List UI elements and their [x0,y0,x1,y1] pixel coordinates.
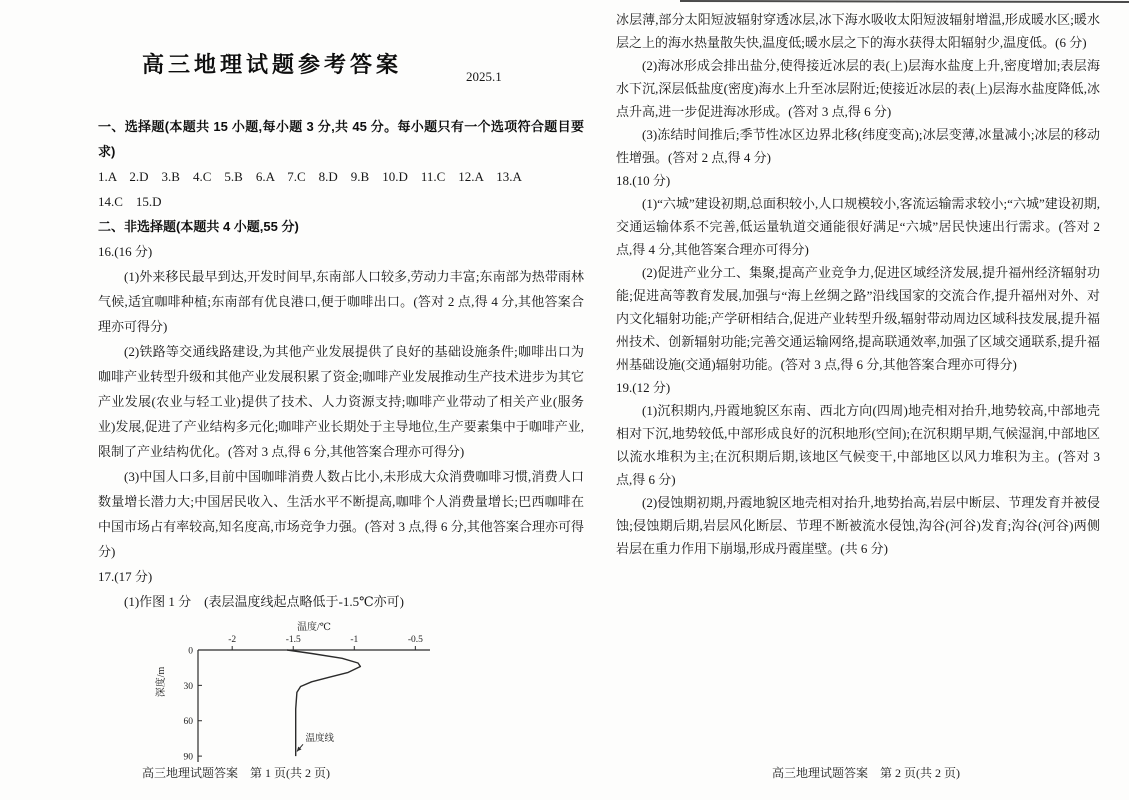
answer-17-continuation: 冰层薄,部分太阳短波辐射穿透冰层,冰下海水吸收太阳短波辐射增温,形成暖水区;暖水层之上的海水热量散失快,温度低;暖水层之下的海水获得太阳辐射少,温度低。(6 分) [616,12,1100,50]
answer-19-1: (1)沉积期内,丹霞地貌区东南、西北方向(四周)地壳相对抬升,地势较高,中部地壳相对下沉,地势较低,中部形成良好的沉积地形(空间);在沉积期早期,气候湿润,中部地区以流水堆积为主;在沉积期后期,该地区气候变干,中部地区以风力堆积为主。(答对 3 点,得 6 分) [616,403,1100,487]
svg-text:0: 0 [188,646,193,657]
depth-temperature-chart [150,620,442,770]
section-1-heading: 一、选择题(本题共 15 小题,每小题 3 分,共 45 分。每小题只有一个选项符合题目要求) [98,119,584,159]
svg-text:-1: -1 [350,635,359,645]
page-2-footer: 高三地理试题答案 第 2 页(共 2 页) [772,766,960,780]
section-2-heading: 二、非选择题(本题共 4 小题,55 分) [98,219,299,234]
svg-text:深度/m: 深度/m [156,666,167,698]
answer-18-1: (1)“六城”建设初期,总面积较小,人口规模较小,客流运输需求较小;“六城”建设初期,交通运输体系不完善,低运量轨道交通能很好满足“六城”居民快速出行需求。(答对 2 点,得 4 分,其他答案合理亦可得分) [616,196,1100,257]
question-18-label: 18.(10 分) [616,173,671,188]
title-row [98,46,584,88]
page-1-footer: 高三地理试题答案 第 1 页(共 2 页) [142,766,330,780]
answer-19-2: (2)侵蚀期初期,丹霞地貌区地壳相对抬升,地势抬高,岩层中断层、节理发育并被侵蚀;侵蚀期后期,岩层风化断层、节理不断被流水侵蚀,沟谷(河谷)发育;沟谷(河谷)两侧岩层在重力作用下崩塌,形成丹霞崖壁。(共 6 分) [616,495,1100,556]
page-2 [616,8,1100,560]
svg-text:60: 60 [183,717,193,728]
svg-text:-1.5: -1.5 [285,635,301,645]
answer-key-row-1: 1.A 2.D 3.B 4.C 5.B 6.A 7.C 8.D 9.B 10.D 11.C 12.A 13.A [98,169,522,184]
answer-17-2: (2)海冰形成会排出盐分,使得接近冰层的表(上)层海水盐度上升,密度增加;表层海水下沉,深层低盐度(密度)海水上升至冰层附近;使接近冰层的表(上)层海水盐度降低,冰点升高,进一步促进海冰形成。(答对 3 点,得 6 分) [616,58,1100,119]
svg-text:90: 90 [183,752,193,763]
question-19-label: 19.(12 分) [616,380,671,395]
answer-16-3: (3)中国人口多,目前中国咖啡消费人数占比小,未形成大众消费咖啡习惯,消费人口数量增长潜力大;中国居民收入、生活水平不断提高,咖啡个人消费量增长;巴西咖啡在中国市场占有率较高,知名度高,市场竞争力强。(答对 3 点,得 6 分,其他答案合理亦可得分) [98,469,584,559]
question-17-label: 17.(17 分) [98,569,153,584]
scan-edge-artifact [680,0,1129,3]
svg-text:温度线: 温度线 [305,733,334,744]
page-1 [98,46,584,770]
answer-16-1: (1)外来移民最早到达,开发时间早,东南部人口较多,劳动力丰富;东南部为热带雨林气候,适宜咖啡种植;东南部有优良港口,便于咖啡出口。(答对 2 点,得 4 分,其他答案合理亦可得分) [98,269,584,334]
answer-18-2: (2)促进产业分工、集聚,提高产业竞争力,促进区域经济发展,提升福州经济辐射功能;促进高等教育发展,加强与“海上丝绸之路”沿线国家的交流合作,提升福州对外、对内文化辐射功能;产学研相结合,促进产业转型升级,辐射带动周边区域科技发展,提升福州技术、创新辐射功能;完善交通运输网络,提高联通效率,加强了区域交通联系,提升福州基础设施(交通)辐射功能。(答对 3 点,得 6 分,其他答案合理亦可得分) [616,265,1100,372]
svg-text:温度/℃: 温度/℃ [297,622,331,633]
svg-text:30: 30 [183,681,193,692]
answer-key-row-2: 14.C 15.D [98,194,162,209]
question-16-label: 16.(16 分) [98,244,153,259]
answer-17-3: (3)冻结时间推后;季节性冰区边界北移(纬度变高);冰层变薄,冰量减小;冰层的移动性增强。(答对 2 点,得 4 分) [616,127,1100,165]
answer-17-1: (1)作图 1 分 (表层温度线起点略低于-1.5℃亦可) [124,594,404,609]
svg-text:-0.5: -0.5 [407,635,423,645]
exam-date: 2025.1 [466,69,502,84]
svg-text:-2: -2 [228,635,237,645]
page-title: 高三地理试题参考答案 [142,52,403,77]
answer-16-2: (2)铁路等交通线路建设,为其他产业发展提供了良好的基础设施条件;咖啡出口为咖啡产业转型升级和其他产业发展积累了资金;咖啡产业发展推动生产技术进步为其它产业发展(农业与轻工业)提供了技术、人力资源支持;咖啡产业带动了相关产业(服务业)发展,促进了产业结构多元化;咖啡产业长期处于主导地位,生产要素集中于咖啡产业,限制了产业结构优化。(答对 3 点,得 6 分,其他答案合理亦可得分) [98,344,584,459]
